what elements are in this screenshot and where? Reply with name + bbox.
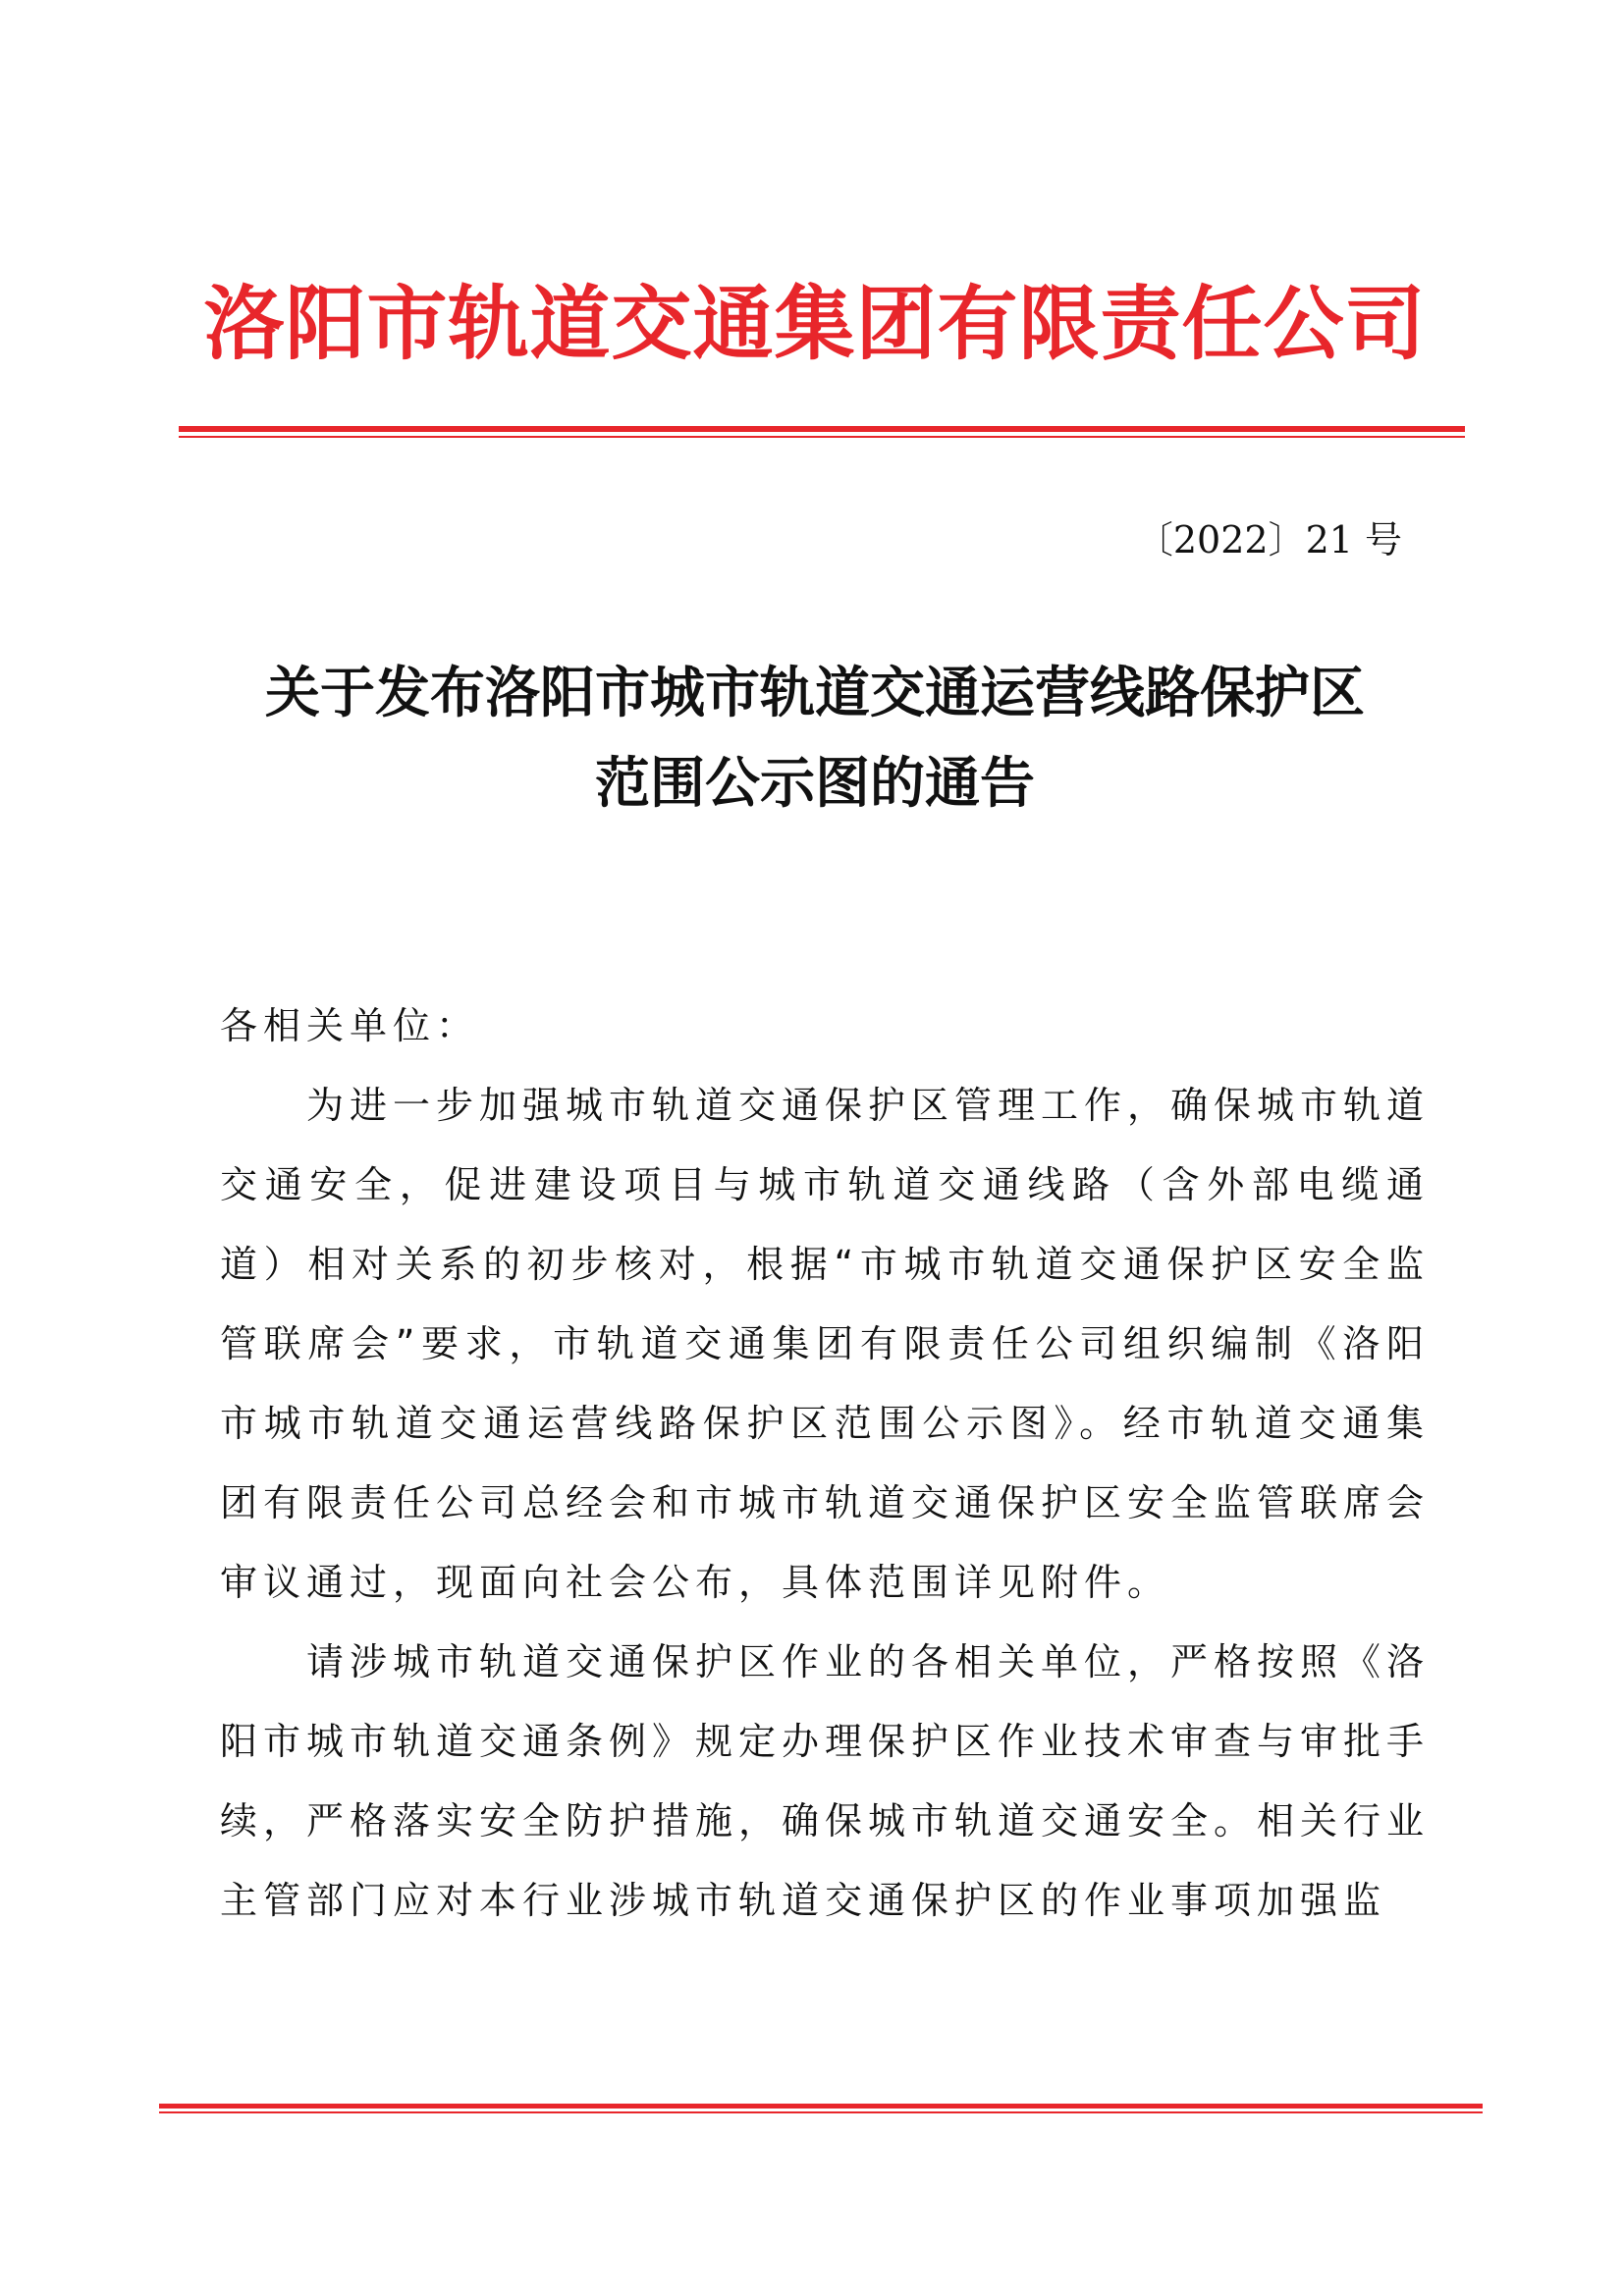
notice-title xyxy=(177,648,1453,828)
letterhead-title: 洛阳市轨道交通集团有限责任公司 xyxy=(203,277,1427,371)
body-paragraph-2: 请涉城市轨道交通保护区作业的各相关单位，严格按照《洛阳市城市轨道交通条例》规定办理保护区作业技术审查与审批手续，严格落实安全防护措施，确保城市轨道交通安全。相关行业主管部门应对本行业涉城市轨道交通保护区的作业事项加强监 xyxy=(220,1640,1431,1922)
body-paragraph-1: 为进一步加强城市轨道交通保护区管理工作，确保城市轨道交通安全，促进建设项目与城市轨道交通线路（含外部电缆通道）相对关系的初步核对，根据“市城市轨道交通保护区安全监管联席会”要求，市轨道交通集团有限责任公司组织编制《洛阳市城市轨道交通运营线路保护区范围公示图》。经市轨道交通集团有限责任公司总经会和市城市轨道交通保护区安全监管联席会审议通过，现面向社会公布，具体范围详见附件。 xyxy=(220,1084,1431,1604)
letterhead-divider-thin xyxy=(179,436,1465,438)
footer-divider-thin xyxy=(159,2111,1483,2113)
document-number: 〔2022〕21 号 xyxy=(1135,518,1402,561)
notice-body xyxy=(220,987,1430,1941)
letterhead-divider-thick xyxy=(179,426,1465,432)
footer-divider xyxy=(159,2104,1483,2115)
salutation: 各相关单位： xyxy=(220,1004,480,1047)
footer-divider-thick xyxy=(159,2104,1483,2109)
letterhead-divider xyxy=(179,426,1465,440)
notice-title-line-1: 关于发布洛阳市城市轨道交通运营线路保护区 xyxy=(265,661,1365,725)
notice-title-line-2: 范围公示图的通告 xyxy=(595,751,1035,816)
